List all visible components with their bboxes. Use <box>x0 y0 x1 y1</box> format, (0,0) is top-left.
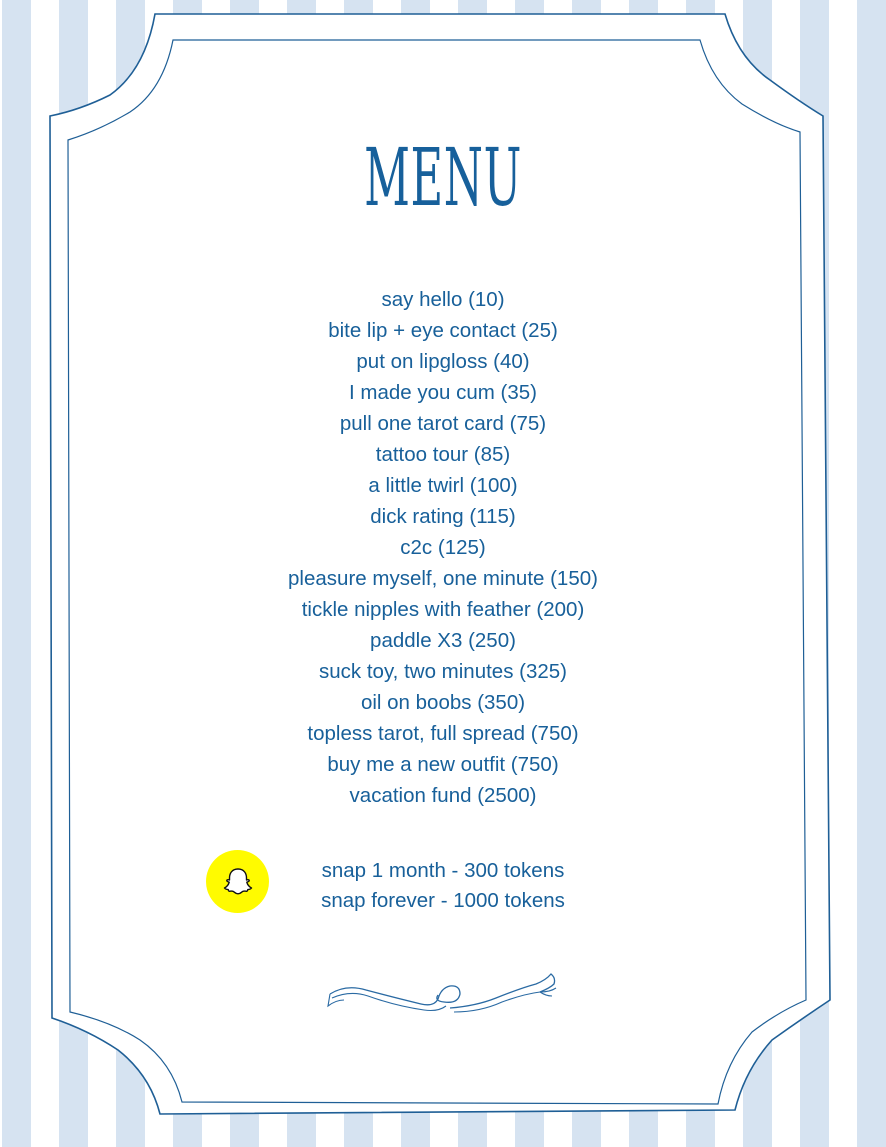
menu-item: bite lip + eye contact (25) <box>328 319 558 342</box>
menu-item: I made you cum (35) <box>349 381 537 404</box>
snap-line: snap forever - 1000 tokens <box>321 889 565 912</box>
menu-item: dick rating (115) <box>370 505 516 528</box>
menu-item: topless tarot, full spread (750) <box>307 722 579 745</box>
menu-item: say hello (10) <box>381 288 505 311</box>
menu-item: tickle nipples with feather (200) <box>301 598 585 621</box>
ribbon-flourish <box>326 966 562 1026</box>
menu-item: pull one tarot card (75) <box>339 412 547 435</box>
menu-item: vacation fund (2500) <box>349 784 537 807</box>
menu-item: tattoo tour (85) <box>375 443 511 466</box>
menu-item: put on lipgloss (40) <box>356 350 530 373</box>
menu-item: oil on boobs (350) <box>360 691 526 714</box>
menu-item: buy me a new outfit (750) <box>327 753 559 776</box>
snap-line: snap 1 month - 300 tokens <box>321 859 565 882</box>
menu-item: c2c (125) <box>400 536 486 559</box>
menu-list <box>0 284 886 811</box>
menu-item: paddle X3 (250) <box>370 629 516 652</box>
snapchat-prices <box>0 856 886 916</box>
menu-title: MENU <box>364 131 522 224</box>
menu-item: a little twirl (100) <box>368 474 518 497</box>
menu-item: pleasure myself, one minute (150) <box>288 567 598 590</box>
menu-item: suck toy, two minutes (325) <box>319 660 567 683</box>
